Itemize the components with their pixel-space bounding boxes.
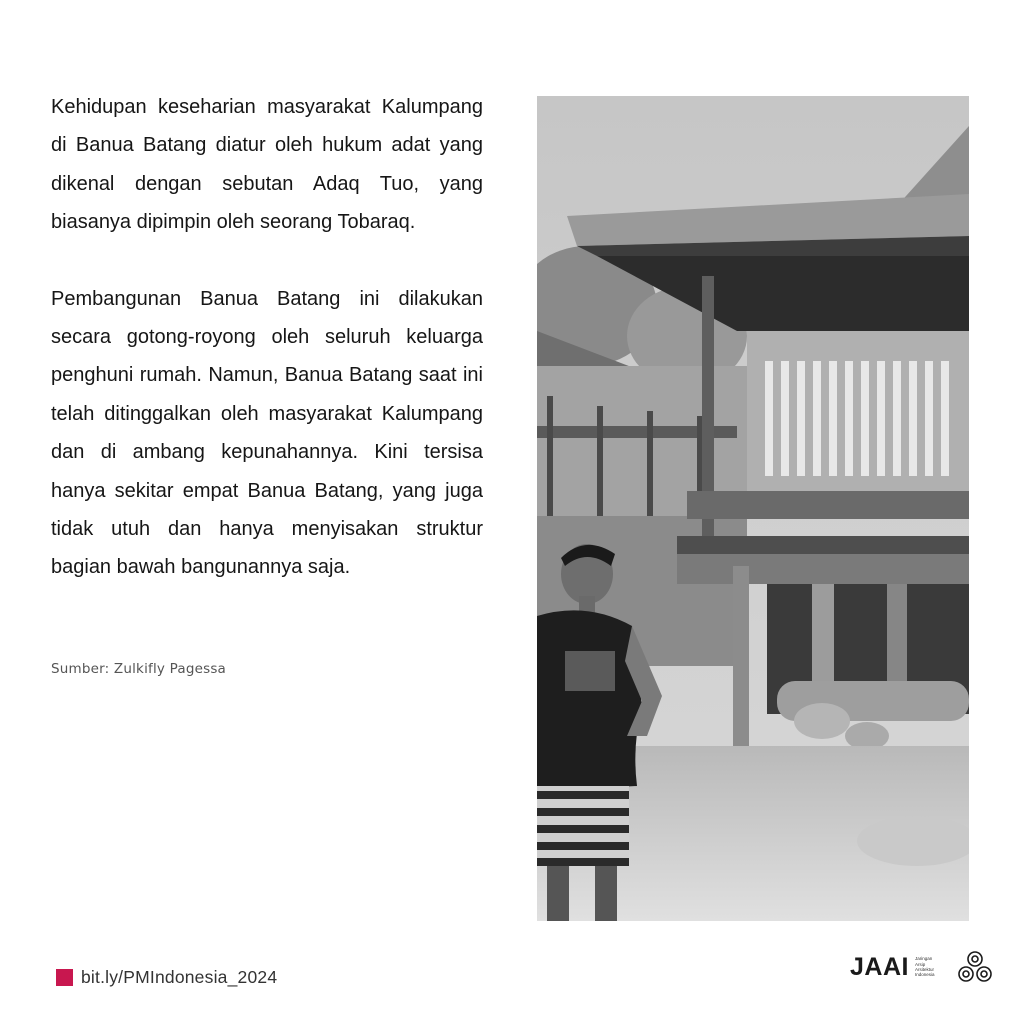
triple-spiral-icon xyxy=(957,950,993,984)
footer-link[interactable] xyxy=(56,967,277,988)
footer-link-text[interactable]: bit.ly/PMIndonesia_2024 xyxy=(81,967,278,987)
link-square-icon xyxy=(56,969,73,986)
source-caption: Sumber: Zulkifly Pagessa xyxy=(51,661,227,677)
paragraph-1: Kehidupan keseharian masyarakat Kalumpang di Banua Batang diatur oleh hukum adat yang dikenal dengan sebutan Adaq Tuo, yang biasanya dipimpin oleh seorang Tobaraq. xyxy=(51,96,483,234)
paragraph-2: Pembangunan Banua Batang ini dilakukan secara gotong-royong oleh seluruh keluarga penghuni rumah. Namun, Banua Batang saat ini telah ditinggalkan oleh masyarakat Kalumpang dan di ambang kepunahannya. Kini tersisa hanya sekitar empat Banua Batang, yang juga tidak utuh dan hanya menyisakan struktur bagian bawah bangunannya saja. xyxy=(51,287,483,579)
photo-illustration xyxy=(537,96,969,921)
jaai-logo xyxy=(850,950,993,984)
house-photo xyxy=(537,96,969,921)
logo-wordmark: JAAI xyxy=(850,952,909,981)
logo-subtitle: Jaringan Arsip Arsitektur Indonesia xyxy=(914,956,935,978)
article-text xyxy=(51,88,483,587)
